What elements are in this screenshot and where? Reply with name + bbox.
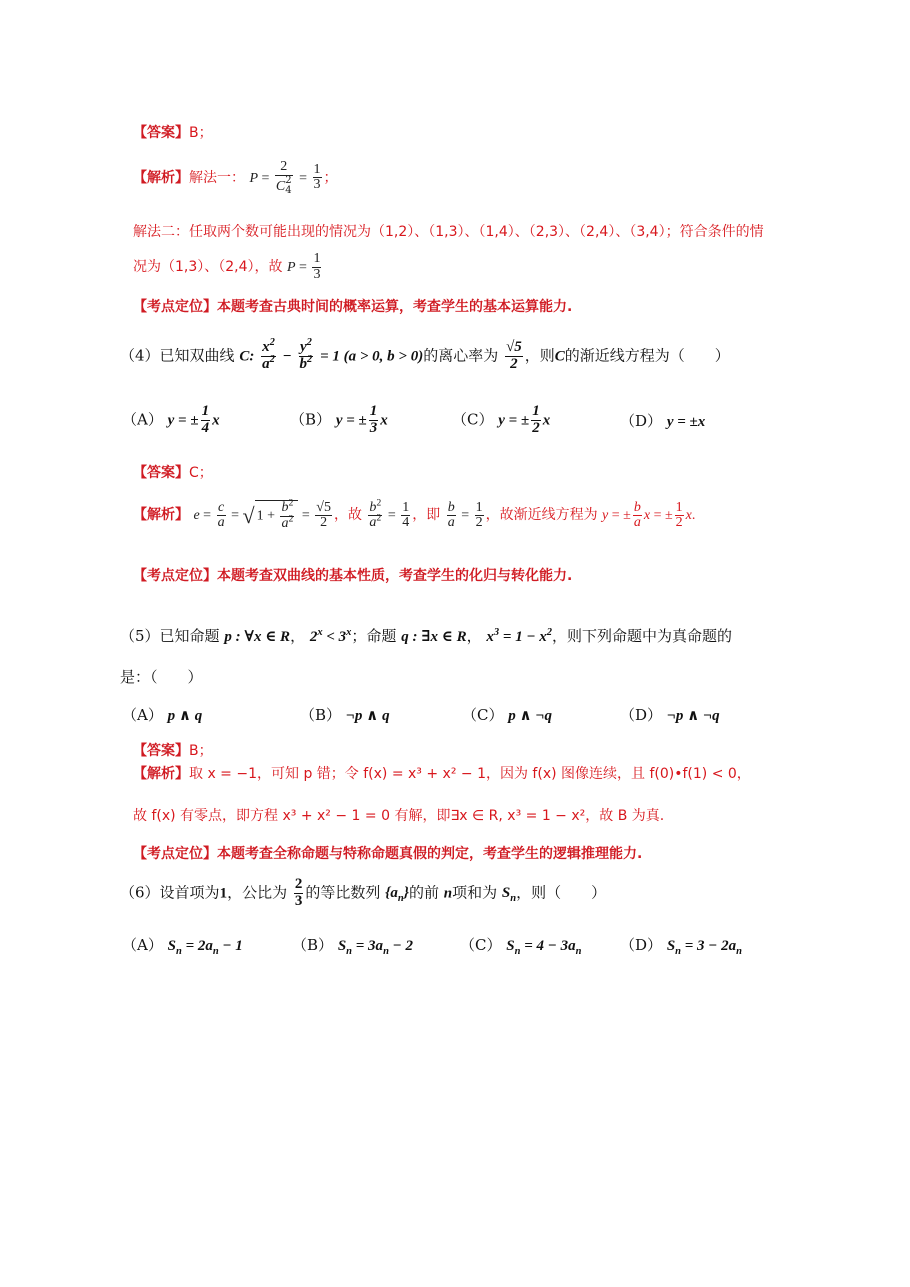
q6-option-a[interactable]: （A） $S_n = 2a_n - 1$ bbox=[122, 936, 243, 957]
q5-option-c[interactable]: （C） p ∧ ¬q bbox=[462, 706, 553, 724]
analysis-5-line-2: 故 f(x) 有零点，即方程 x³ + x² − 1 = 0 有解，即∃x ∈ R, x³ = 1 − x²，故 B 为真. bbox=[133, 808, 665, 824]
q5-option-b[interactable]: （B） ¬p ∧ q bbox=[300, 706, 390, 724]
q4-option-b[interactable]: （B） y = ± $\frac{1}{3}$ x bbox=[290, 403, 388, 436]
answer-value: B； bbox=[189, 125, 213, 141]
question-5-line-2: 是：（ ） bbox=[120, 668, 203, 686]
q5-option-a[interactable]: （A） p ∧ q bbox=[122, 706, 203, 724]
point-4: 【考点定位】本题考查双曲线的基本性质，考查学生的化归与转化能力. bbox=[133, 568, 573, 584]
answer-4: 【答案】C； bbox=[133, 465, 213, 481]
q6-option-b[interactable]: （B） $S_n = 3a_n - 2$ bbox=[292, 936, 413, 957]
analysis-4: 【解析】 e = $\frac{c}{a}$ = √ 1 + $\frac{b^2}{a^2}$ = $\frac{√5}{2}$ ，故 $\frac{b^2}{a^2}$ = $\frac{1}{4}$ ，即 $\frac{b}{a}$ = $\frac{1}{2}$ ，故渐近线方程为 y = ± $\frac{b}{a}$ x = ± $\frac{1}{2}$ x. bbox=[133, 496, 696, 531]
point-5: 【考点定位】本题考查全称命题与特称命题真假的判定，考查学生的逻辑推理能力. bbox=[133, 846, 643, 862]
q4-option-a[interactable]: （A） y = ± $\frac{1}{4}$ x bbox=[122, 403, 220, 436]
q6-option-d[interactable]: （D） $S_n = 3 - 2a_n$ bbox=[620, 936, 742, 957]
q4-option-c[interactable]: （C） y = ± $\frac{1}{2}$ x bbox=[452, 403, 551, 436]
analysis-5-line-1: 【解析】取 x = −1，可知 p 错；令 f(x) = x³ + x² − 1，因为 f(x) 图像连续，且 f(0)•f(1) < 0， bbox=[133, 766, 751, 782]
q5-option-d[interactable]: （D） ¬p ∧ ¬q bbox=[620, 706, 720, 724]
method-1-label: 解法一： bbox=[189, 169, 245, 186]
question-5: （5）已知命题 p : ∀x ∈ R， $2^x < 3^x$；命题 q : ∃x ∈ R， $x^3 = 1 - x^2$，则下列命题中为真命题的 bbox=[120, 627, 733, 645]
q4-option-d[interactable]: （D） y = ±x bbox=[620, 412, 706, 430]
q6-option-c[interactable]: （C） $S_n = 4 - 3a_n$ bbox=[460, 936, 582, 957]
analysis-label: 【解析】 bbox=[133, 169, 189, 186]
answer-5: 【答案】B； bbox=[133, 743, 213, 759]
question-6: （6）设首项为1，公比为 $\frac{2}{3}$ 的等比数列 $\{a_n\}$的前 n项和为 $S_n$，则（ ） bbox=[120, 876, 607, 909]
point-3: 【考点定位】本题考查古典时间的概率运算，考查学生的基本运算能力. bbox=[133, 299, 573, 315]
analysis-3-method-1 bbox=[133, 160, 338, 196]
analysis-3-method-2-line-2: 况为（1,3）、（2,4），故 P = $\frac{1}{3}$ bbox=[133, 251, 321, 282]
formula-p: P = 2 C 2 4 = $\frac{1}{3}$ ； bbox=[249, 159, 338, 196]
answer-label: 【答案】 bbox=[133, 125, 189, 141]
analysis-3-method-2-line-1: 解法二：任取两个数可能出现的情况为（1,2）、（1,3）、（1,4）、（2,3）、（2,4）、（3,4）；符合条件的情 bbox=[133, 224, 764, 240]
question-4: （4）已知双曲线 C: $\frac{x^2}{a^2}$ − $\frac{y^2}{b^2}$ = 1 (a > 0, b > 0)的离心率为 $\frac{√5}{2}$ ，则C的渐近线方程为（ ） bbox=[120, 337, 730, 372]
answer-3 bbox=[133, 122, 213, 142]
